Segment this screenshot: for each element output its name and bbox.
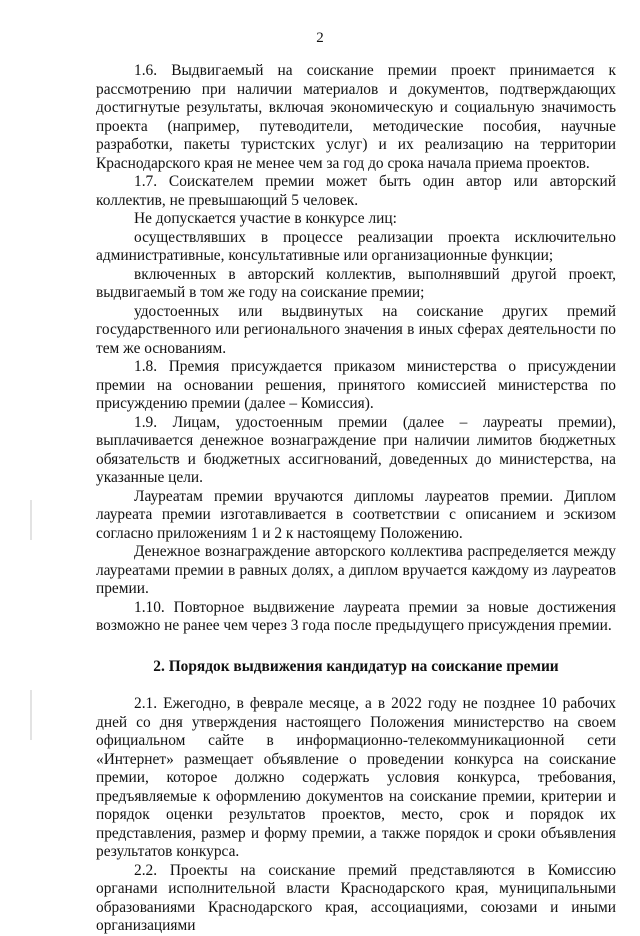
paragraph-diplomas: Лауреатам премии вручаются дипломы лауреатов премии. Диплом лауреата премии изготавливается в соответствии с описанием и эскизом согласно приложениям 1 и 2 к настоящему Положению. xyxy=(96,487,616,542)
page-number: 2 xyxy=(316,30,324,46)
paragraph-exclusion-1: осуществлявших в процессе реализации проекта исключительно административные, консультативные или организационные функции; xyxy=(96,228,616,264)
paragraph-1-8: 1.8. Премия присуждается приказом министерства о присуждении премии на основании решения, принятого комиссией министерства по присуждению премии (далее – Комиссия). xyxy=(96,358,616,412)
margin-mark-top xyxy=(30,500,32,540)
paragraph-1-9: 1.9. Лицам, удостоенным премии (далее – лауреаты премии), выплачивается денежное вознаграждение при наличии лимитов бюджетных обязательств и бюджетных ассигнований, доведенных до министерства, на указанные цели. xyxy=(96,413,616,486)
paragraph-2-1: 2.1. Ежегодно, в феврале месяце, а в 2022 году не позднее 10 рабочих дней со дня утверждения настоящего Положения министерство на своем официальном сайте в информационно-телекоммуникационной сети «Интернет» размещает объявление о проведении конкурса на соискание премии, которое должно содержать условия конкурса, требования, предъявляемые к оформлению документов на соискание премии, критерии и порядок оценки результатов проектов, место, срок и порядок их представления, размер и форму премии, а также порядок и сроки объявления результатов конкурса. xyxy=(96,695,616,860)
section-1 xyxy=(96,62,616,636)
section-2 xyxy=(96,695,616,936)
paragraph-reward-distribution: Денежное вознаграждение авторского коллектива распределяется между лауреатами премии в равных долях, а диплом вручается каждому из лауреатов премии. xyxy=(96,543,616,597)
paragraph-exclusion-3: удостоенных или выдвинутых на соискание других премий государственного или регионального значения в иных сферах деятельности по тем же основаниям. xyxy=(96,302,616,357)
paragraph-1-10: 1.10. Повторное выдвижение лауреата премии за новые достижения возможно не ранее чем через 3 года после предыдущего присуждения премии. xyxy=(96,598,616,634)
paragraph-2-2: 2.2. Проекты на соискание премий представляются в Комиссию органами исполнительной власти Краснодарского края, муниципальными образованиями Краснодарского края, ассоциациями, союзами и иными организациями xyxy=(96,861,616,934)
paragraph-exclusion-2: включенных в авторский коллектив, выполнявший другой проект, выдвигаемый в том же году на соискание премии; xyxy=(96,265,616,301)
document-body xyxy=(96,62,616,936)
section-2-heading: 2. Порядок выдвижения кандидатур на соискание премии xyxy=(153,657,559,675)
paragraph-1-6: 1.6. Выдвигаемый на соискание премии проект принимается к рассмотрению при наличии материалов и документов, подтверждающих достигнутые результаты, включая экономическую и социальную значимость проекта (например, путеводители, методические пособия, научные разработки, пакеты туристских услуг) и их реализацию на территории Краснодарского края не менее чем за год до срока начала приема проектов. xyxy=(96,62,616,172)
paragraph-1-7: 1.7. Соискателем премии может быть один автор или авторский коллектив, не превышающий 5 человек. xyxy=(96,173,616,209)
margin-mark-bottom xyxy=(30,690,32,740)
paragraph-exclusion-intro: Не допускается участие в конкурсе лиц: xyxy=(134,210,397,227)
